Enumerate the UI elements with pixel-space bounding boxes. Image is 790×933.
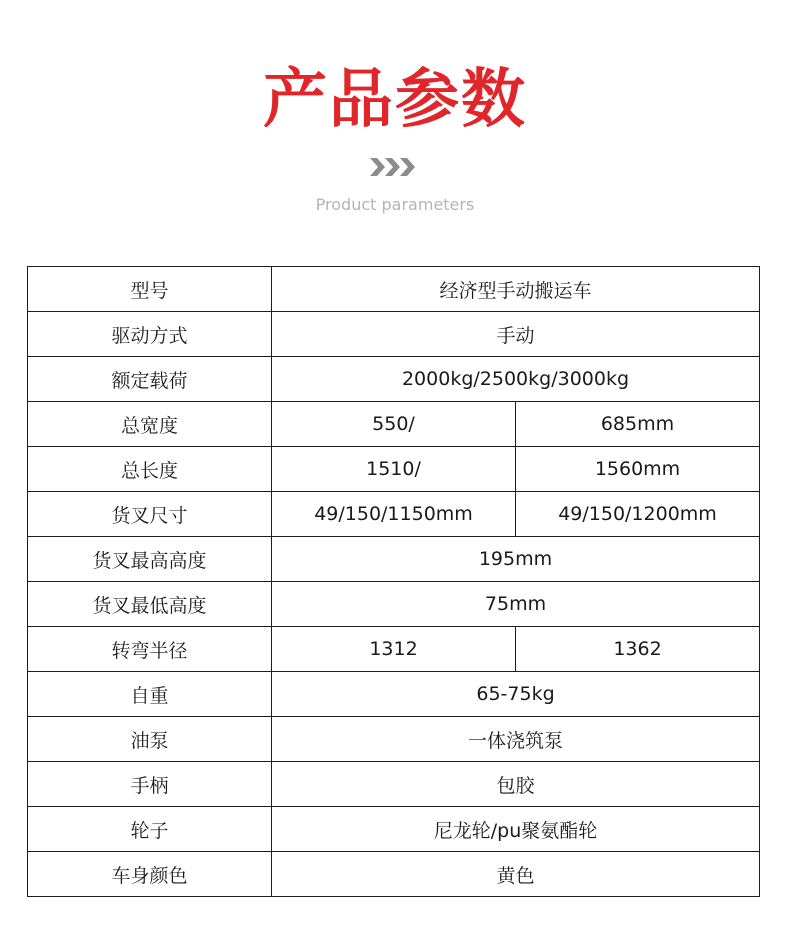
triple-chevron-right-icon <box>370 156 420 178</box>
row-value: 包胶 <box>272 762 760 807</box>
row-value: 65-75kg <box>272 672 760 717</box>
row-value: 2000kg/2500kg/3000kg <box>272 357 760 402</box>
table-row <box>28 312 760 357</box>
row-label: 型号 <box>28 267 272 312</box>
row-label: 手柄 <box>28 762 272 807</box>
spec-table <box>27 266 760 897</box>
row-label: 货叉尺寸 <box>28 492 272 537</box>
row-label: 自重 <box>28 672 272 717</box>
row-value: 195mm <box>272 537 760 582</box>
table-row <box>28 537 760 582</box>
row-value: 1312 <box>272 627 516 672</box>
row-label: 货叉最低高度 <box>28 582 272 627</box>
row-value: 1510/ <box>272 447 516 492</box>
row-label: 驱动方式 <box>28 312 272 357</box>
page-title: 产品参数 <box>263 63 527 137</box>
row-label: 总宽度 <box>28 402 272 447</box>
table-row <box>28 717 760 762</box>
row-label: 货叉最高高度 <box>28 537 272 582</box>
table-row <box>28 627 760 672</box>
table-row <box>28 807 760 852</box>
row-label: 总长度 <box>28 447 272 492</box>
row-value: 550/ <box>272 402 516 447</box>
row-label: 额定载荷 <box>28 357 272 402</box>
table-row <box>28 582 760 627</box>
row-label: 车身颜色 <box>28 852 272 897</box>
row-value: 1362 <box>516 627 760 672</box>
row-value: 经济型手动搬运车 <box>272 267 760 312</box>
page-subtitle: Product parameters <box>315 195 475 214</box>
row-value: 手动 <box>272 312 760 357</box>
table-row <box>28 762 760 807</box>
row-value: 49/150/1150mm <box>272 492 516 537</box>
row-label: 轮子 <box>28 807 272 852</box>
table-row <box>28 492 760 537</box>
row-value: 一体浇筑泵 <box>272 717 760 762</box>
row-value: 685mm <box>516 402 760 447</box>
row-label: 转弯半径 <box>28 627 272 672</box>
table-row <box>28 447 760 492</box>
row-value: 尼龙轮/pu聚氨酯轮 <box>272 807 760 852</box>
table-row <box>28 267 760 312</box>
row-value: 75mm <box>272 582 760 627</box>
row-value: 1560mm <box>516 447 760 492</box>
table-row <box>28 402 760 447</box>
row-value: 黄色 <box>272 852 760 897</box>
table-row <box>28 357 760 402</box>
row-label: 油泵 <box>28 717 272 762</box>
table-row <box>28 672 760 717</box>
row-value: 49/150/1200mm <box>516 492 760 537</box>
table-row <box>28 852 760 897</box>
